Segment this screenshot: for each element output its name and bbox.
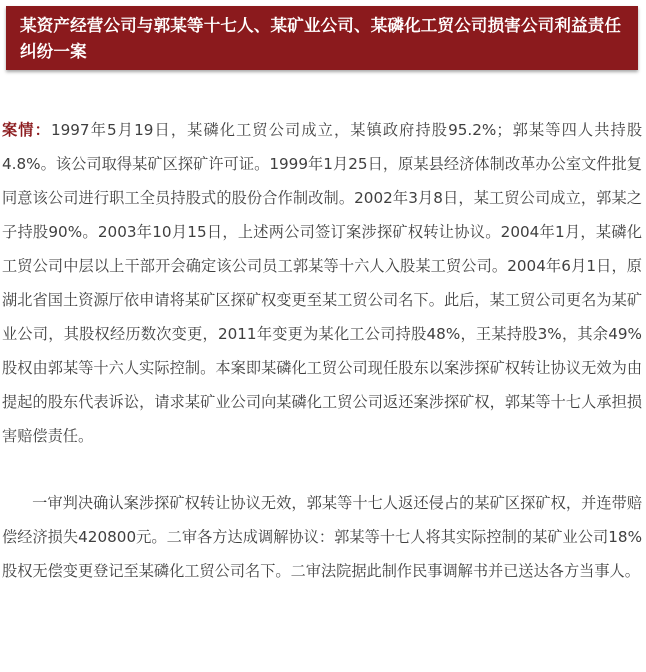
article-title: 某资产经营公司与郭某等十七人、某矿业公司、某磷化工贸公司损害公司利益责任纠纷一案 (20, 16, 622, 61)
case-paragraph (2, 113, 642, 453)
judgment-text: 一审判决确认案涉探矿权转让协议无效，郭某等十七人返还侵占的某矿区探矿权，并连带赔偿经济损失420800元。二审各方达成调解协议：郭某等十七人将其实际控制的某矿业公司18%股权无偿变更登记至某磷化工贸公司名下。二审法院据此制作民事调解书并已送达各方当事人。 (2, 494, 642, 580)
judgment-paragraph (2, 486, 642, 588)
article-body (2, 113, 642, 588)
case-text: 1997年5月19日，某磷化工贸公司成立，某镇政府持股95.2%；郭某等四人共持股4.8%。该公司取得某矿区探矿许可证。1999年1月25日，原某县经济体制改革办公室文件批复同意该公司进行职工全员持股式的股份合作制改制。2002年3月8日，某工贸公司成立，郭某之子持股90%。2003年10月15日，上述两公司签订案涉探矿权转让协议。2004年1月，某磷化工贸公司中层以上干部开会确定该公司员工郭某等十六人入股某工贸公司。2004年6月1日，原湖北省国土资源厅依申请将某矿区探矿权变更至某工贸公司名下。此后，某工贸公司更名为某矿业公司，其股权经历数次变更，2011年变更为某化工公司持股48%，王某持股3%，其余49%股权由郭某等十六人实际控制。本案即某磷化工贸公司现任股东以案涉探矿权转让协议无效为由提起的股东代表诉讼，请求某矿业公司向某磷化工贸公司返还案涉探矿权，郭某等十七人承担损害赔偿责任。 (2, 121, 643, 445)
case-label: 案情： (2, 121, 51, 139)
title-banner (6, 6, 638, 70)
